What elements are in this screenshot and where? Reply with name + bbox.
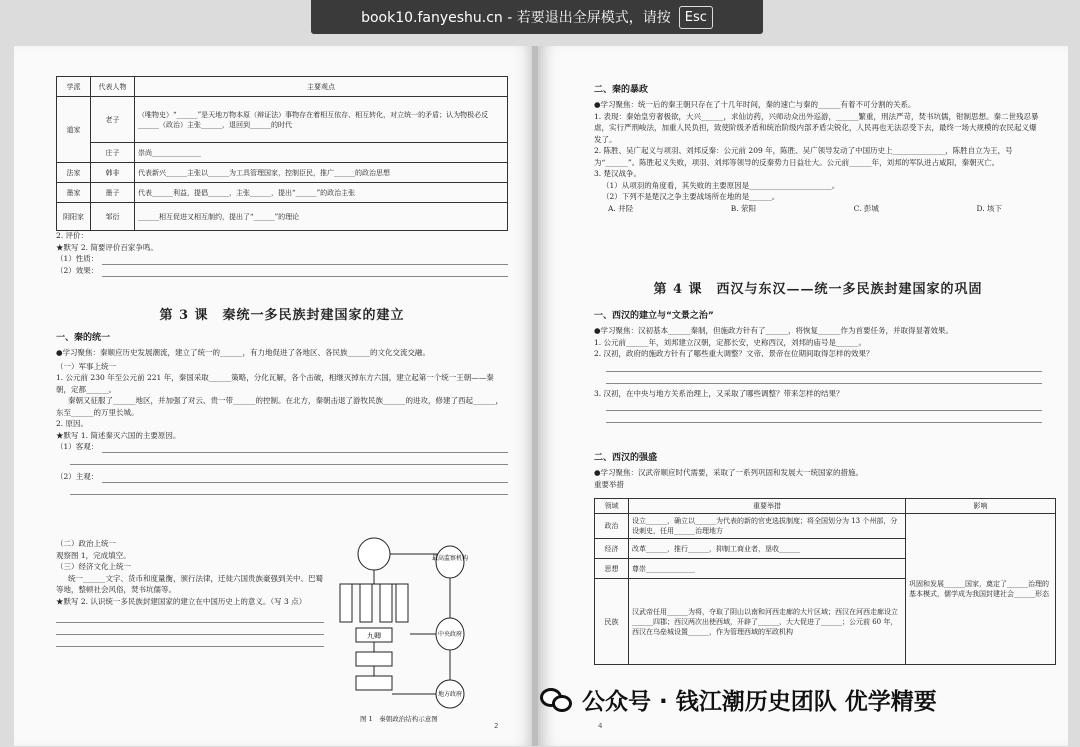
page-number: 2 [494, 722, 499, 730]
table-cell: 设立______，确立以______为代表的新的官吏选拔制度；将全国划分为 13 个州部，分设刺史，任用______治理地方 [629, 514, 906, 539]
subsection-heading: （一）军事上统一 [56, 361, 116, 371]
minister-box [340, 584, 352, 622]
measures-table [594, 498, 1056, 665]
table-header: 代表人物 [91, 77, 135, 97]
table-header-row [57, 77, 508, 97]
answer-line[interactable] [70, 483, 508, 495]
section-heading: 二、秦的暴政 [594, 85, 649, 95]
table-caption: 重要举措 [594, 479, 624, 489]
supervision-label: 最高监察机构 [431, 555, 469, 562]
recite-prompt-1: ★默写 1. 简述秦灭六国的主要原因。 [56, 430, 181, 440]
watermark [540, 683, 937, 716]
diagram-caption: 图 1 秦朝政治结构示意图 [360, 715, 438, 723]
table-cell: ______相互促进又相互制约，提出了“______”的理论 [135, 203, 508, 231]
table-cell: 墨子 [91, 183, 135, 203]
table-row [57, 163, 508, 183]
schools-table [56, 76, 508, 231]
section-qin-tyranny [594, 82, 1042, 214]
answer-line[interactable] [56, 635, 324, 647]
emperor-circle [358, 538, 390, 570]
flow-box [356, 652, 392, 666]
esc-key-badge[interactable]: Esc [679, 6, 713, 29]
question-1: 1. 公元前______年，刘邦建立汉朝，定都长安，史称西汉，刘邦的庙号是______。 [594, 337, 867, 347]
option-a[interactable]: A. 井陉 [608, 203, 634, 213]
section-heading: 一、秦的统一 [56, 333, 111, 343]
impact-cell: 巩固和发展______国家，奠定了______治理的基本模式，儒学成为我国封建社会______形态 [906, 514, 1056, 665]
central-gov-label: 中央政府 [437, 631, 463, 638]
left-page [14, 46, 535, 746]
table-header: 重要举措 [629, 499, 906, 514]
lesson3-title: 第 3 课 秦统一多民族封建国家的建立 [159, 308, 405, 323]
question-1: 1. 公元前 230 年至公元前 221 年，秦国采取______策略，分化瓦解，各个击破，相继灭掉东方六国，建立起第一个统一王朝——秦朝，定都______。 [56, 373, 494, 394]
table-cell: 尊崇______________ [629, 559, 906, 579]
answer-line[interactable] [606, 372, 1042, 384]
question-2: 2. 原因。 [56, 419, 89, 428]
table-cell: 阴阳家 [57, 203, 91, 231]
instruction-text: 观察图 1，完成填空。 [56, 550, 131, 560]
table-cell: 汉武帝任用______为将，夺取了阴山以南和河西走廊的大片区域；西汉在河西走廊设立______四郡；西汉两次出使西域，开辟了______，大大促进了______；公元前 60 年，西汉在乌垒城设置______，作为管理西域的军政机构 [629, 579, 906, 665]
eval-nature-label: （1）性质： [56, 254, 99, 263]
lesson4-title: 第 4 课 西汉与东汉——统一多民族封建国家的巩固 [653, 282, 983, 297]
section-han-prosperity [594, 450, 1042, 490]
table-cell: 庄子 [91, 143, 135, 163]
table-cell: 改革______，推行______，抑制工商业者，垦收______ [629, 539, 906, 559]
table-cell: 民族 [595, 579, 629, 665]
table-cell: 邹衍 [91, 203, 135, 231]
table-row [57, 183, 508, 203]
minister-box [396, 584, 408, 622]
table-cell: 墨家 [57, 183, 91, 203]
focus-text: ●学习聚焦：统一后的秦王朝只存在了十几年时间，秦的速亡与秦的______有着不可分割的关系。 [594, 100, 916, 109]
banner-text: book10.fanyeshu.cn - 若要退出全屏模式，请按 [361, 10, 671, 26]
question-3: 3. 汉初，在中央与地方关系治理上，又采取了哪些调整？带来怎样的结果？ [594, 388, 844, 398]
supervision-node [436, 546, 464, 578]
table-row [595, 514, 1056, 539]
table-row [57, 203, 508, 231]
minister-box [380, 584, 392, 622]
table-cell: 道家 [57, 97, 91, 163]
option-b[interactable]: B. 荥阳 [730, 203, 757, 213]
table-cell: 老子 [91, 97, 135, 143]
qin-structure-diagram [332, 534, 472, 712]
table-cell: 经济 [595, 539, 629, 559]
objective-label: （1）客观： [56, 442, 99, 451]
table-cell: 思想 [595, 559, 629, 579]
right-page [538, 46, 1068, 746]
table-cell: 法家 [57, 163, 91, 183]
answer-line[interactable] [102, 265, 508, 277]
focus-text: ●学习聚焦：汉武帝顺应时代需要，采取了一系列巩固和发展大一统国家的措施。 [594, 468, 864, 477]
options-row [594, 203, 1042, 215]
table-cell: 政治 [595, 514, 629, 539]
focus-text: ●学习聚焦：汉初基本______秦制，但施政方针有了______，将恢复______作为首要任务，并取得显著效果。 [594, 326, 954, 335]
table-header: 领域 [595, 499, 629, 514]
subjective-label: （2）主观： [56, 472, 99, 481]
table-cell: 崇尚______________ [135, 143, 508, 163]
econ-text: 统一______文字、货币和度量衡，颁行法律，迁徙六国贵族豪强到关中、巴蜀等地，整顿社会风俗，焚书坑儒等。 [56, 573, 323, 594]
answer-line[interactable] [606, 411, 1042, 423]
recite-prompt-2: ★默写 2. 认识统一多民族封建国家的建立在中国历史上的意义。（写 3 点） [56, 596, 307, 606]
table-cell: 韩非 [91, 163, 135, 183]
answer-line[interactable] [70, 453, 508, 465]
minister-box [360, 584, 372, 622]
eval-effect-label: （2）效果： [56, 266, 99, 275]
table-header-row [595, 499, 1056, 514]
answer-line[interactable] [102, 471, 508, 483]
table-cell: （唯物史）“______”是天地万物本原（辩证法）事物存在着相互依存、相互转化，对立统一的矛盾；认为物极必反 ______（政治）主张______，退回到______的时代 [135, 97, 508, 143]
section-heading: 二、西汉的强盛 [594, 453, 658, 463]
subsection-heading: （三）经济文化上统一 [56, 562, 131, 571]
answer-line[interactable] [102, 253, 508, 265]
section-western-han [594, 308, 1042, 423]
eval-heading: 2. 评价： [56, 231, 89, 240]
table-header: 影响 [906, 499, 1056, 514]
nine-ministers-label: 九卿 [367, 632, 381, 640]
option-c[interactable]: C. 彭城 [853, 203, 879, 213]
question-2: 2. 陈胜、吴广起义与项羽、刘邦反秦：公元前 209 年，陈胜、吴广领导发动了中国历史上______________，陈胜自立为王，号为“______”。陈胜起义失败，项羽、刘邦等领导的反秦势力日益壮大。公元前______年，刘邦的军队进占咸阳，秦朝灭亡。 [594, 146, 1013, 167]
table-header: 主要观点 [135, 77, 508, 97]
flow-box [356, 676, 392, 690]
answer-line[interactable] [606, 360, 1042, 372]
table-cell: 代表______利益，提倡______，主张______，提出“______”的政治主张 [135, 183, 508, 203]
question-1: 1. 表现：秦始皇穷奢极欲，大兴______，求仙访药，兴师动众出外巡游，______繁重，刑法严苛，焚书坑儒，钳制思想。秦二世残忍暴虐，实行严刑峻法，加重人民负担，致使阶级矛盾和统治阶级内部矛盾尖锐化，人民再也无法忍受下去，最终一场大规模的农民起义爆发了。 [594, 111, 1039, 144]
question-3: 3. 楚汉战争。 [594, 169, 642, 178]
local-gov-label: 地方政府 [437, 691, 463, 698]
subsection-heading: （二）政治上统一 [56, 539, 116, 548]
section-qin-unification [56, 330, 508, 495]
page-number: 4 [598, 722, 603, 730]
option-d[interactable]: D. 垓下 [976, 203, 1002, 213]
answer-line[interactable] [56, 623, 324, 635]
question-3a: （1）从项羽的角度看，其失败的主要原因是______________________。 [602, 180, 840, 190]
question-2: 2. 汉初，政府的施政方针有了哪些重大调整？文帝、景帝在位期间取得怎样的效果？ [594, 349, 874, 358]
answer-line[interactable] [102, 441, 508, 453]
wechat-icon [540, 686, 576, 714]
table-row [57, 143, 508, 163]
schools-table-wrap [56, 76, 508, 231]
section-heading: 一、西汉的建立与“文景之治” [594, 311, 714, 321]
watermark-text: 公众号 · 钱江潮历史团队 优学精要 [582, 689, 937, 715]
answer-line[interactable] [606, 399, 1042, 411]
eval-prompt: ★默写 2. 简要评价百家争鸣。 [56, 242, 158, 252]
question-1b: 秦朝又征服了______地区，并加强了对云、贵一带______的控制。在北方，秦朝击退了游牧民族______的进攻，修建了西起______，东至______的万里长城。 [56, 396, 503, 417]
question-3b: （2）下列不是楚汉之争主要战场所在地的是______。 [602, 192, 780, 201]
politics-economy-block [56, 538, 324, 647]
table-row [57, 97, 508, 143]
focus-text: ●学习聚焦：秦顺应历史发展潮流，建立了统一的______，有力地促进了各地区、各民族______的文化交流交融。 [56, 348, 431, 357]
evaluation-block [56, 230, 508, 277]
table-cell: 代表新兴______主张以______为工具管理国家，控制臣民，推广______的政治思想 [135, 163, 508, 183]
answer-line[interactable] [56, 611, 324, 623]
fullscreen-exit-banner [311, 0, 763, 34]
table-header: 学派 [57, 77, 91, 97]
measures-table-wrap [594, 498, 1056, 665]
